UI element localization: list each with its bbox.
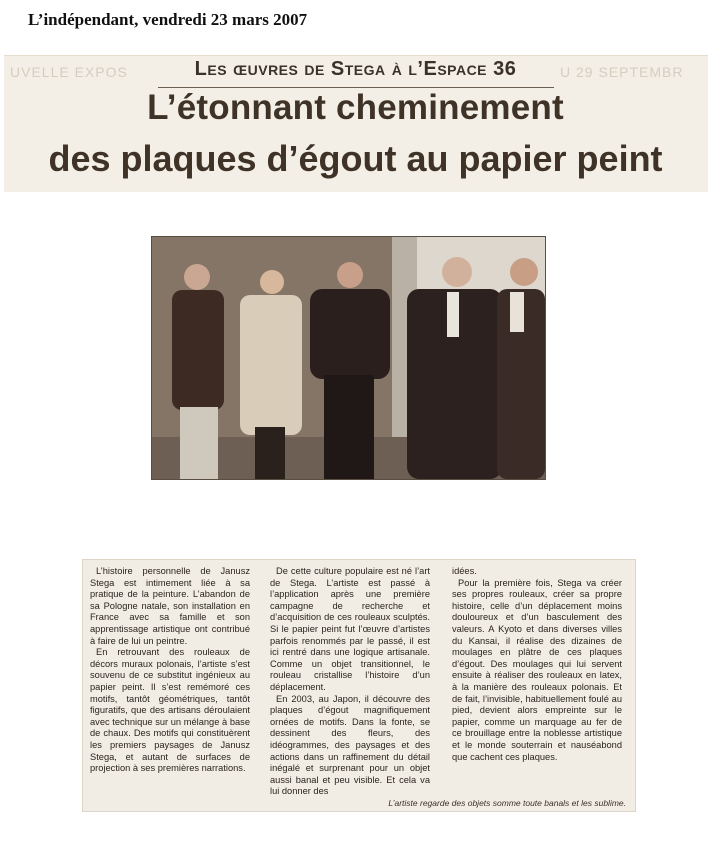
headline-line-1: L’étonnant cheminement [147,88,564,127]
newspaper-dateline: L’indépendant, vendredi 23 mars 2007 [28,10,308,29]
paragraph: De cette culture populaire est né l’art de Stega. L’artiste est passé à l’application après une première campagne de recherche et d’acquisition de ces rouleaux sculptés. Si le papier peint fut l’œuvre d’artistes parfois renommés par le passé, il est ici rentré dans une logique artisanale. Comme un objet transitionnel, le rouleau cristallise l’histoire d’un déplacement. [270,566,430,692]
paragraph: L’histoire personnelle de Janusz Stega est intimement liée à sa pratique de la peinture. L’abandon de sa Pologne natale, son installation en France avec sa famille et son apprentissage artistique ont contribué à faire de lui un peintre. [90,566,250,646]
article-column-1 [90,566,250,775]
photo-caption: L’artiste regarde des objets somme toute banals et les sublime. [388,798,626,808]
paragraph: Pour la première fois, Stega va créer ses propres rouleaux, créer sa propre histoire, celle d’un déplacement moins douloureux et d’un basculement des valeurs. A Kyoto et dans diverses villes du Kansai, il réalise des dizaines de moulages en plâtre de ces plaques d’égout. Des moulages qui lui servent ensuite à réaliser des rouleaux en latex, à la manière des rouleaux polonais. Et de fait, l’invisible, habituellement foulé au pied, devient alors empreinte sur le papier, comme un marquage au fer de ce brouillage entre la noblesse artistique et le monde souterrain et nauséabond que cachent ces plaques. [452,577,622,762]
paragraph: En retrouvant des rouleaux de décors muraux polonais, l’artiste s’est souvenu de ce substitut ingénieux au papier peint. Il s’est remémoré ces motifs, tantôt géométriques, tantôt figuratifs, que des artisans déroulaient avec technique sur un mélange à base de chaux. Des motifs qui constituèrent les premiers paysages de Janusz Stega, et autant de surfaces de projection à ses premières narrations. [90,647,250,774]
bleed-through-text-left: UVELLE EXPOS [10,64,128,80]
headline-line-2: des plaques d’égout au papier peint [48,138,663,179]
paragraph: En 2003, au Japon, il découvre des plaques d’égout magnifiquement ornées de motifs. Dans la fonte, se dessinent des fleurs, des idéogrammes, des paysages et des actions dans un raffinement du détail inégalé et surprenant pour un objet aussi banal et peu visible. Et cela va lui donner des [270,693,430,797]
paragraph: idées. [452,566,477,576]
article-column-3 [452,566,622,763]
article-column-2 [270,566,430,798]
article-photo [151,236,546,480]
headline-kicker: Les œuvres de Stega à l’Espace 36 [194,58,517,80]
bleed-through-text-right: U 29 SEPTEMBR [560,64,684,80]
